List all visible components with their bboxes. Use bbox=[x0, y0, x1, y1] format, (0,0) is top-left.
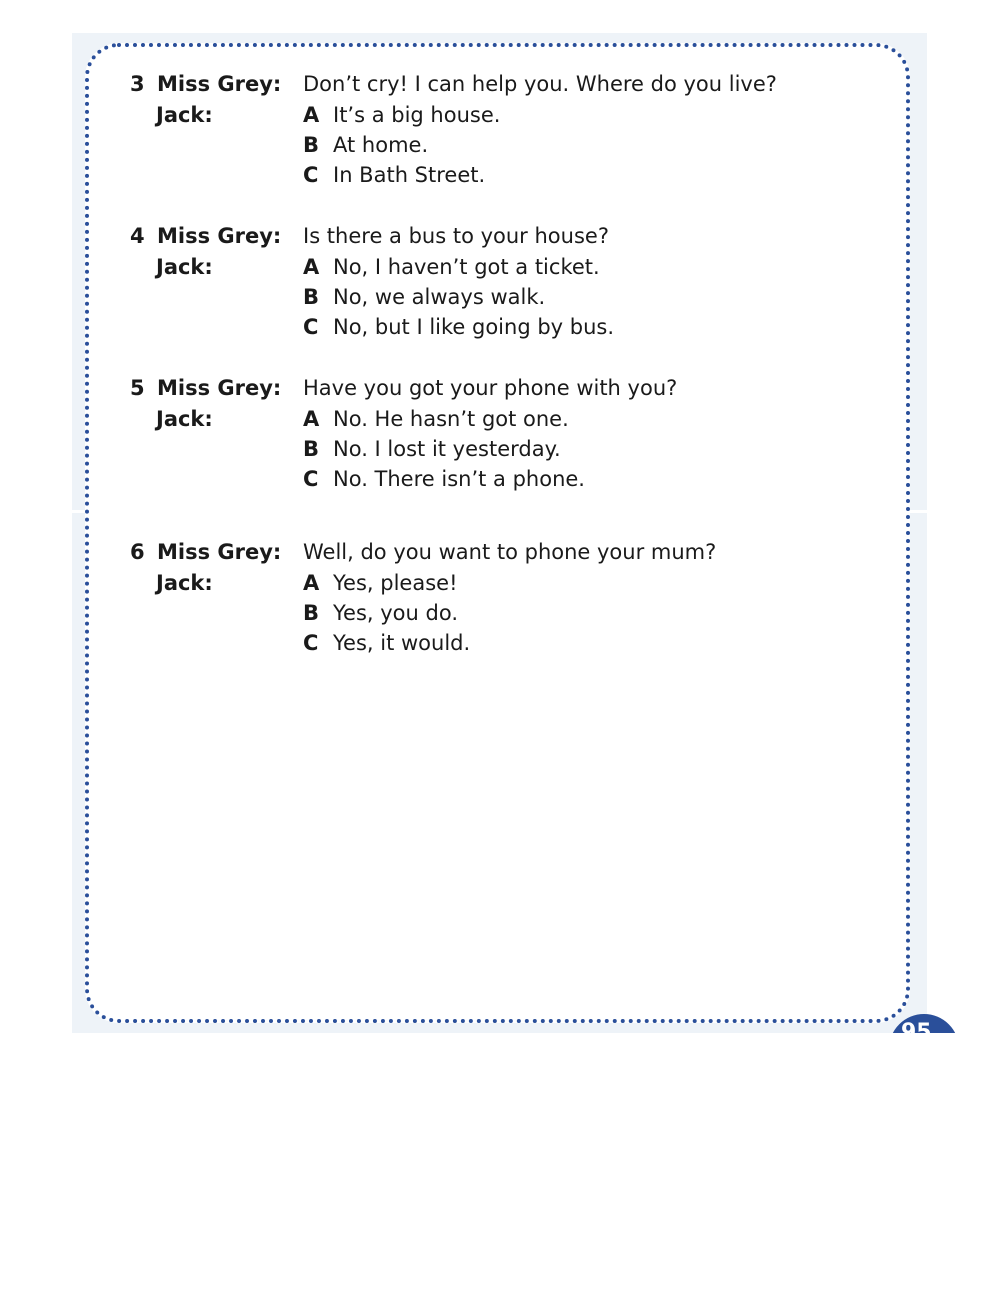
option-text: In Bath Street. bbox=[333, 163, 486, 187]
option-letter: A bbox=[303, 103, 320, 127]
option-c[interactable] bbox=[303, 631, 470, 655]
option-text: No, we always walk. bbox=[333, 285, 546, 309]
question-prompt: Well, do you want to phone your mum? bbox=[303, 540, 717, 564]
dotted-frame bbox=[85, 43, 910, 1023]
option-letter: B bbox=[303, 133, 320, 157]
speaker-label: Miss Grey: bbox=[157, 540, 282, 564]
option-a[interactable] bbox=[303, 407, 569, 431]
option-letter: B bbox=[303, 285, 320, 309]
option-b[interactable] bbox=[303, 133, 428, 157]
badge-mask bbox=[880, 1033, 970, 1093]
question-number: 5 bbox=[130, 376, 145, 400]
speaker-label: Miss Grey: bbox=[157, 72, 282, 96]
option-text: Yes, it would. bbox=[333, 631, 471, 655]
option-letter: C bbox=[303, 163, 319, 187]
speaker-label: Miss Grey: bbox=[157, 376, 282, 400]
question-number: 6 bbox=[130, 540, 145, 564]
responder-label: Jack: bbox=[156, 571, 213, 595]
responder-label: Jack: bbox=[156, 103, 213, 127]
option-letter: A bbox=[303, 255, 320, 279]
option-letter: C bbox=[303, 631, 319, 655]
option-c[interactable] bbox=[303, 163, 485, 187]
option-a[interactable] bbox=[303, 571, 457, 595]
speaker-label: Miss Grey: bbox=[157, 224, 282, 248]
option-b[interactable] bbox=[303, 437, 561, 461]
option-text: Yes, you do. bbox=[333, 601, 458, 625]
question-prompt: Have you got your phone with you? bbox=[303, 376, 678, 400]
option-a[interactable] bbox=[303, 255, 600, 279]
option-b[interactable] bbox=[303, 285, 545, 309]
option-text: No. I lost it yesterday. bbox=[333, 437, 561, 461]
option-text: No, but I like going by bus. bbox=[333, 315, 615, 339]
option-text: At home. bbox=[333, 133, 429, 157]
option-letter: B bbox=[303, 437, 320, 461]
option-text: No, I haven’t got a ticket. bbox=[333, 255, 600, 279]
option-text: It’s a big house. bbox=[333, 103, 501, 127]
option-letter: A bbox=[303, 571, 320, 595]
question-prompt: Don’t cry! I can help you. Where do you live? bbox=[303, 72, 777, 96]
responder-label: Jack: bbox=[156, 407, 213, 431]
option-a[interactable] bbox=[303, 103, 500, 127]
responder-label: Jack: bbox=[156, 255, 213, 279]
option-c[interactable] bbox=[303, 467, 585, 491]
option-letter: C bbox=[303, 467, 319, 491]
option-letter: C bbox=[303, 315, 319, 339]
option-letter: A bbox=[303, 407, 320, 431]
option-c[interactable] bbox=[303, 315, 614, 339]
question-number: 4 bbox=[130, 224, 145, 248]
question-prompt: Is there a bus to your house? bbox=[303, 224, 609, 248]
option-b[interactable] bbox=[303, 601, 458, 625]
question-number: 3 bbox=[130, 72, 145, 96]
option-letter: B bbox=[303, 601, 320, 625]
option-text: No. He hasn’t got one. bbox=[333, 407, 569, 431]
option-text: Yes, please! bbox=[333, 571, 458, 595]
option-text: No. There isn’t a phone. bbox=[333, 467, 585, 491]
